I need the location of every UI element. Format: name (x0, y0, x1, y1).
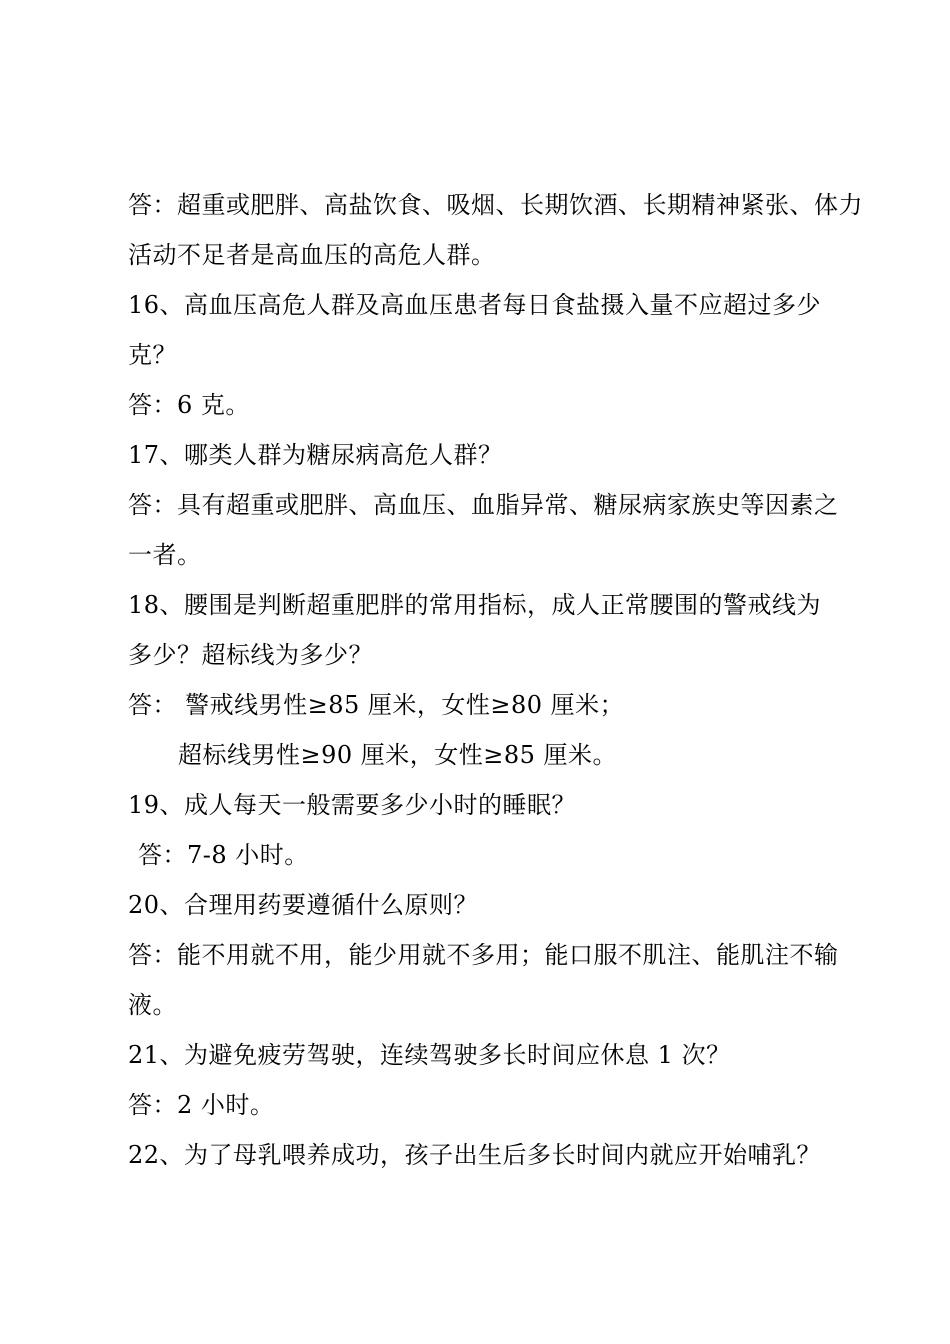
answer-line: 答：6 克。 (128, 391, 250, 419)
answer-line: 答：具有超重或肥胖、高血压、血脂异常、糖尿病家族史等因素之 (128, 491, 839, 519)
answer-line: 答：7-8 小时。 (138, 841, 309, 869)
question-line: 16、高血压高危人群及高血压患者每日食盐摄入量不应超过多少 (128, 291, 822, 319)
answer-line: 液。 (128, 991, 177, 1019)
answer-line: 活动不足者是高血压的高危人群。 (128, 241, 496, 269)
question-line: 22、为了母乳喂养成功，孩子出生后多长时间内就应开始哺乳？ (128, 1141, 822, 1169)
question-line: 20、合理用药要遵循什么原则？ (128, 891, 479, 919)
answer-line: 超标线男性≥90 厘米，女性≥85 厘米。 (178, 741, 618, 769)
question-line: 19、成人每天一般需要多少小时的睡眠？ (128, 791, 577, 819)
answer-line: 答：2 小时。 (128, 1091, 275, 1119)
question-line: 17、哪类人群为糖尿病高危人群？ (128, 441, 503, 469)
answer-line: 答：能不用就不用，能少用就不多用；能口服不肌注、能肌注不输 (128, 941, 839, 969)
answer-line: 答： 警戒线男性≥85 厘米，女性≥80 厘米； (128, 691, 625, 719)
question-line: 克？ (128, 341, 177, 369)
answer-line: 答：超重或肥胖、高盐饮食、吸烟、长期饮酒、长期精神紧张、体力 (128, 191, 863, 219)
answer-line: 一者。 (128, 541, 202, 569)
question-line: 21、为避免疲劳驾驶，连续驾驶多长时间应休息 1 次？ (128, 1041, 731, 1069)
question-line: 18、腰围是判断超重肥胖的常用指标，成人正常腰围的警戒线为 (128, 591, 822, 619)
question-line: 多少？超标线为多少？ (128, 641, 373, 669)
